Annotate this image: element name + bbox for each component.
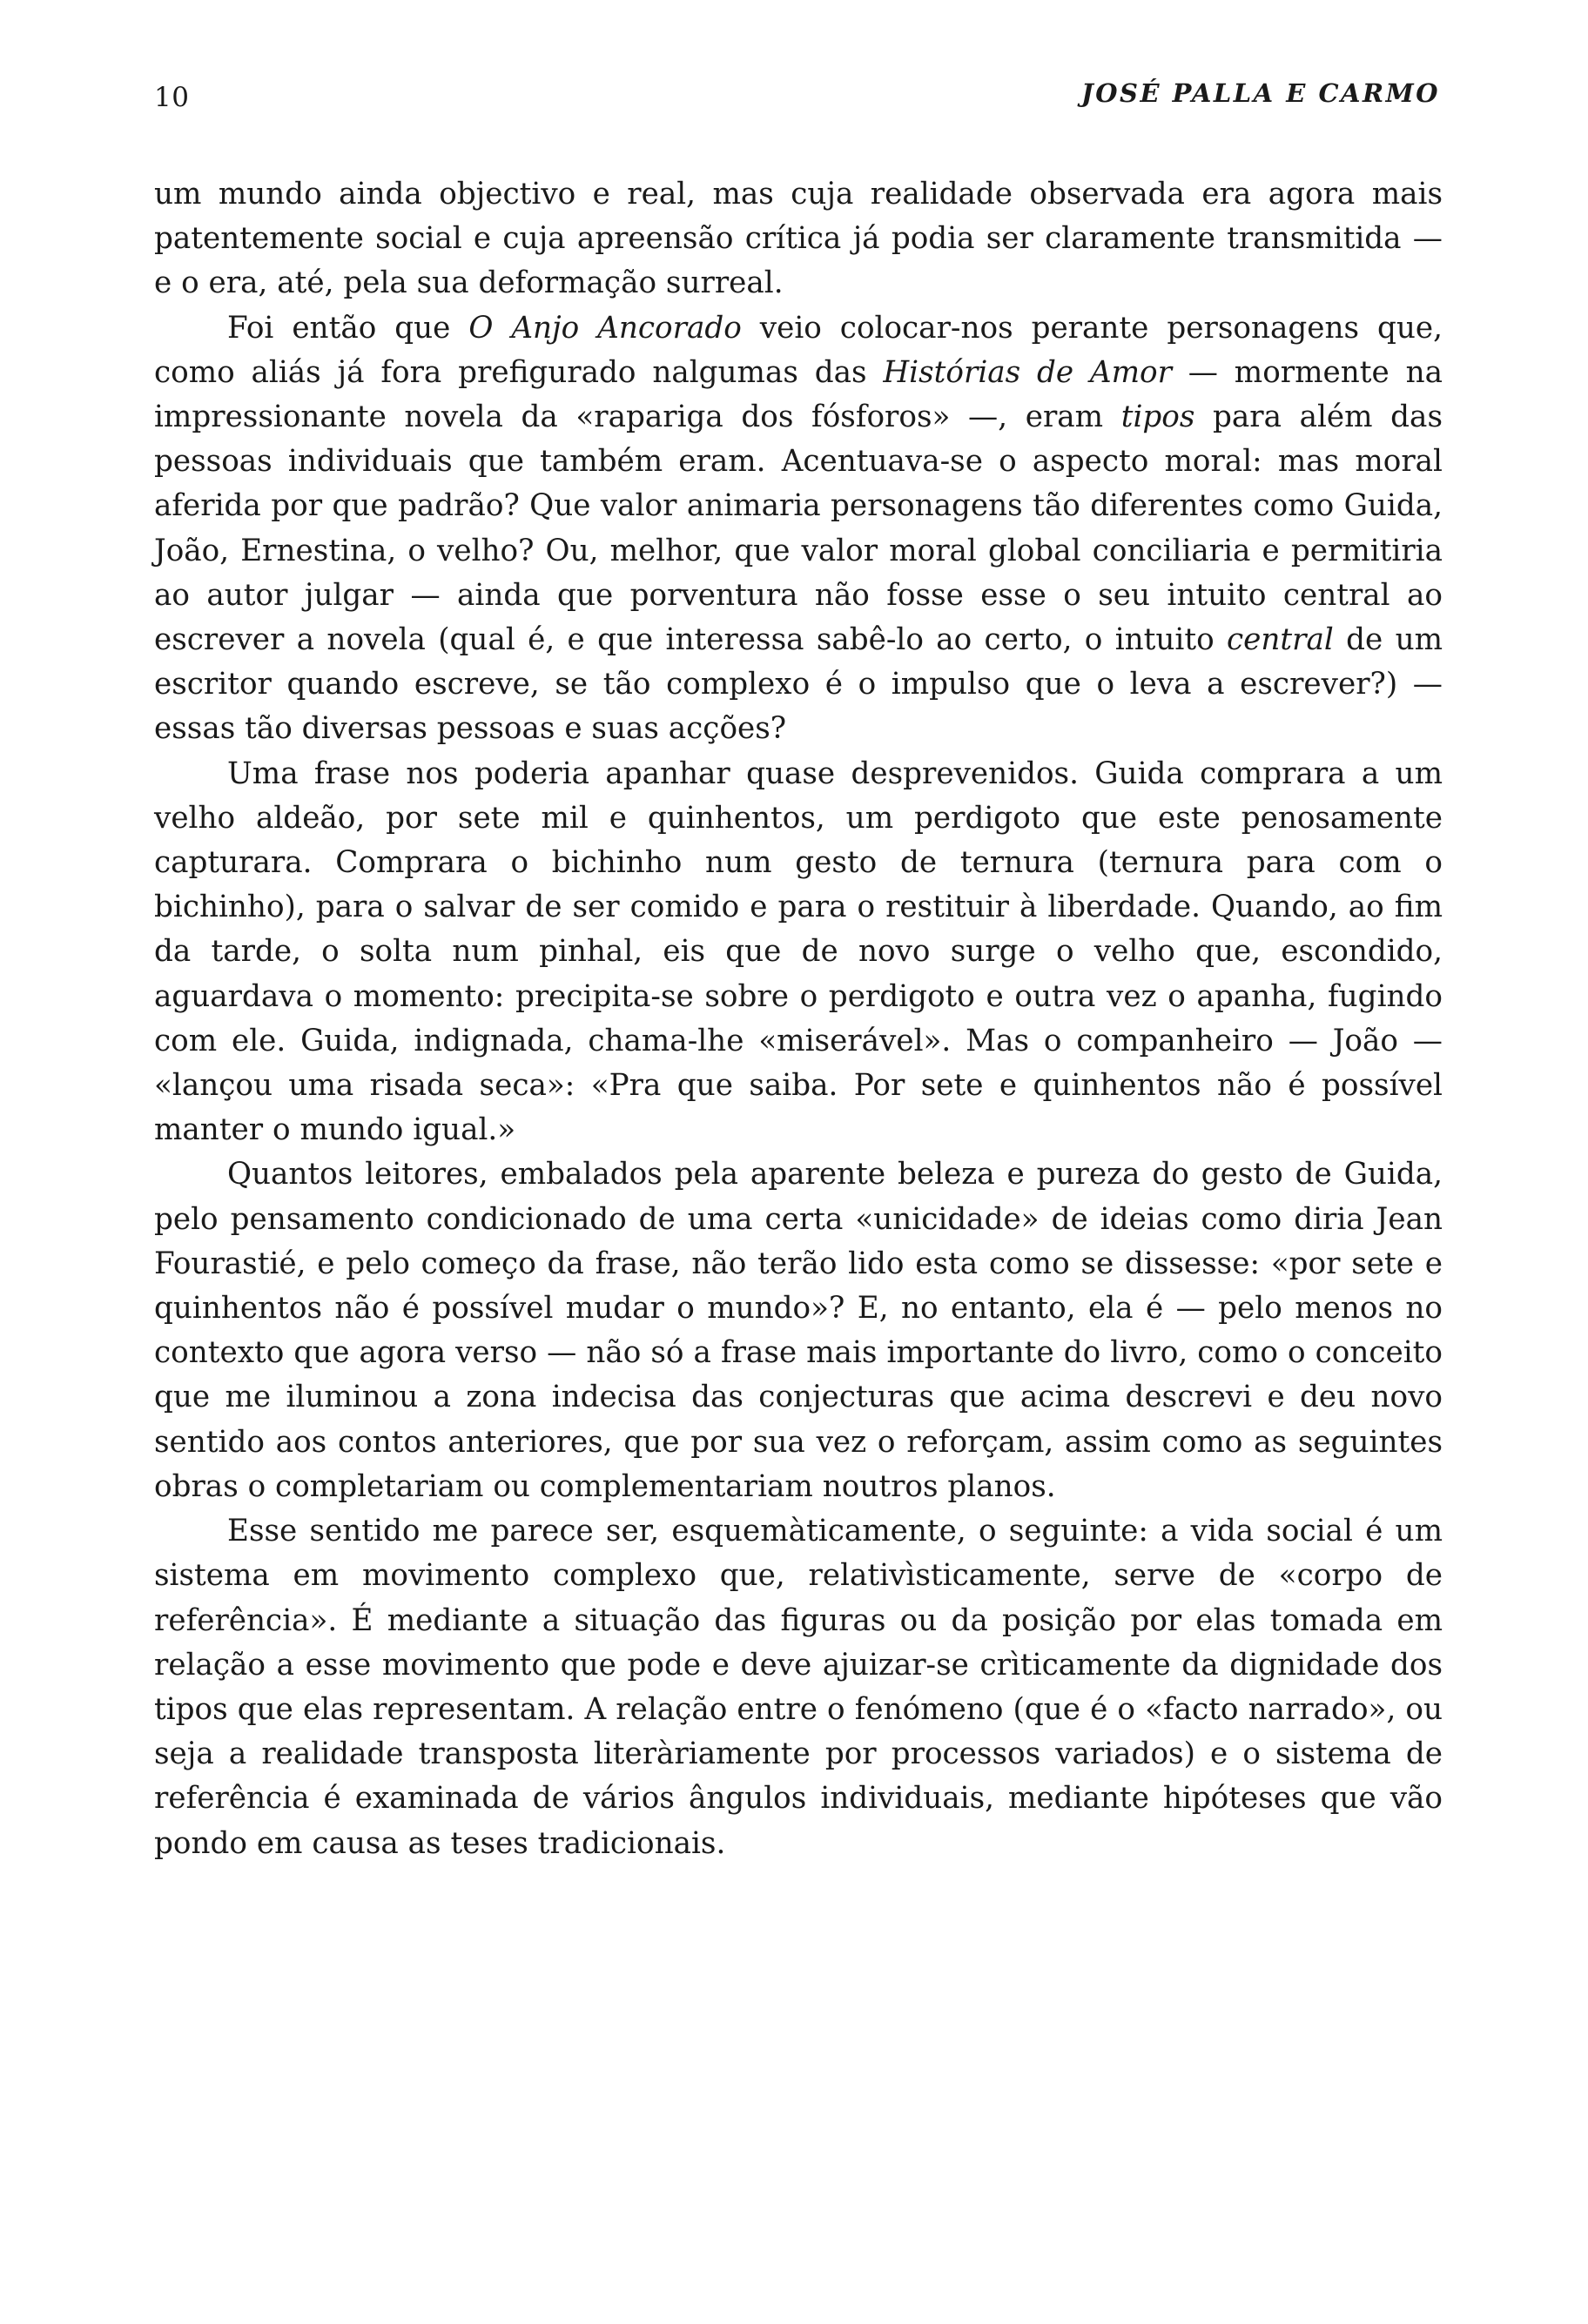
page-number: 10 [154,82,190,113]
paragraph-5: Esse sentido me parece ser, esquemàticamente, o seguinte: a vida social é um sistema em movimento complexo que, relativìsticamente, serve de «corpo de referência». É mediante a situação das figuras ou da posição por elas tomada em relação a esse movimento que pode e deve ajuizar-se crìticamente da dignidade dos tipos que elas representam. A relação entre o fenómeno (que é o «facto narrado», ou seja a realidade transposta literàriamente por processos variados) e o sistema de referência é examinada de vários ângulos individuais, mediante hipóteses que vão pondo em causa as teses tradicionais. [154,1514,1443,1861]
paragraph-2-text-4: para além das pessoas individuais que também eram. Acentuava-se o aspecto moral: mas moral aferida por que padrão? Que valor animaria personagens tão diferentes como Guida, João, Ernestina, o velho? Ou, melhor, que valor moral global conciliaria e permitiria ao autor julgar — ainda que porventura não fosse esse o seu intuito central ao escrever a novela (qual é, e que interessa sabê-lo ao certo, o intuito [154,400,1443,658]
book-title-anjo-ancorado: O Anjo Ancorado [468,310,742,346]
paragraph-2-text-3: — mormente na impressionante novela da «rapariga dos fósforos» —, eram [154,354,1443,435]
paragraph-3: Uma frase nos poderia apanhar quase desprevenidos. Guida comprara a um velho aldeão, por sete mil e quinhentos, um perdigoto que este penosamente capturara. Comprara o bichinho num gesto de ternura (ternura para com o bichinho), para o salvar de ser comido e para o restituir à liberdade. Quando, ao fim da tarde, o solta num pinhal, eis que de novo surge o velho que, escondido, aguardava o momento: precipita-se sobre o perdigoto e outra vez o apanha, fugindo com ele. Guida, indignada, chama-lhe «miserável». Mas o companheiro — João — «lançou uma risada seca»: «Pra que saiba. Por sete e quinhentos não é possível manter o mundo igual.» [154,756,1443,1148]
paragraph-4: Quantos leitores, embalados pela aparente beleza e pureza do gesto de Guida, pelo pensamento condicionado de uma certa «unicidade» de ideias como diria Jean Fourastié, e pelo começo da frase, não terão lido esta como se dissesse: «por sete e quinhentos não é possível mudar o mundo»? E, no entanto, ela é — pelo menos no contexto que agora verso — não só a frase mais importante do livro, como o conceito que me iluminou a zona indecisa das conjecturas que acima descrevi e deu novo sentido aos contos anteriores, que por sua vez o reforçam, assim como as seguintes obras o completariam ou complementariam noutros planos. [154,1157,1443,1504]
paragraph-2-text-5: de um escritor quando escreve, se tão complexo é o impulso que o leva a escrever?) — essas tão diversas pessoas e suas acções? [154,622,1443,747]
emphasis-central: central [1227,622,1334,658]
body-text [154,172,1443,1866]
paragraph-2-text-2: veio colocar-nos perante personagens que, como aliás já fora prefigurado nalgumas das [154,310,1443,390]
book-title-historias-de-amor: Histórias de Amor [883,354,1172,390]
paragraph-1: um mundo ainda objectivo e real, mas cuja realidade observada era agora mais patentemente social e cuja apreensão crítica já podia ser claramente transmitida — e o era, até, pela sua deformação surreal. [154,177,1443,301]
emphasis-tipos: tipos [1120,400,1195,435]
author-name: JOSÉ PALLA E CARMO [1081,78,1440,108]
paragraph-2-text-1: Foi então que [227,310,469,346]
running-header [154,77,1440,122]
paragraph-2 [154,306,1443,752]
